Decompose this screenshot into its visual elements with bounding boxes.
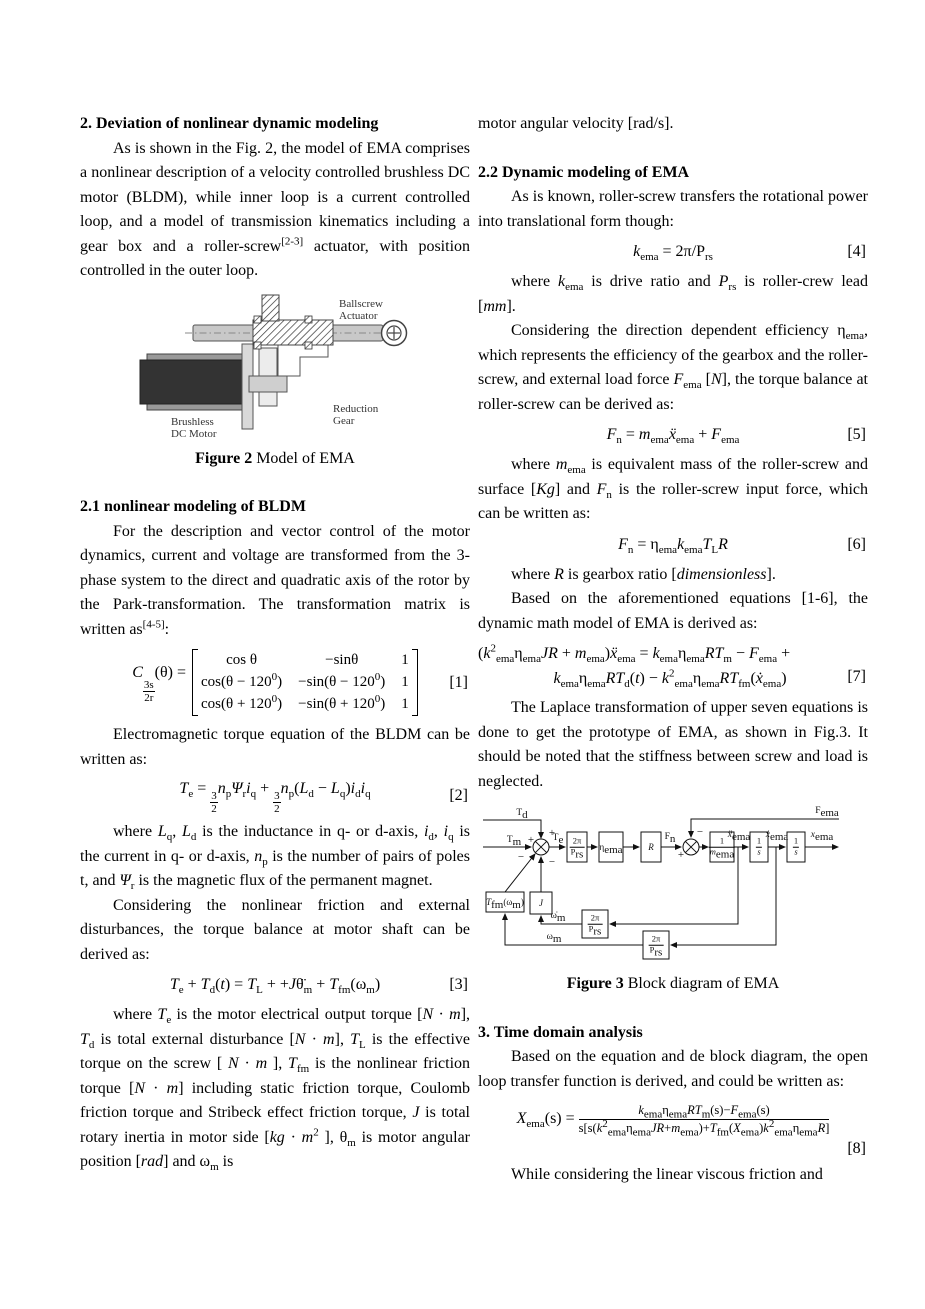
continuation-paragraph: motor angular velocity [rad/s]. xyxy=(478,115,674,132)
section-2-paragraph: As is shown in the Fig. 2, the model of EMA comprises a nonlinear description of a velocity controlled brushless DC motor (BLDM), while inner loop is a current controlled loop, and a model of transmission kinematics including a gear box and a roller-screw[2-3] actuator, with position controlled in the outer loop. xyxy=(80,139,471,279)
equation-5-number: [5] xyxy=(847,426,866,443)
equation-6-body: $F_n = \eta_{ema}k_{ema}T_LR$ xyxy=(618,535,728,556)
equation-7-number: [7] xyxy=(847,668,866,685)
figure-3-drawing xyxy=(478,804,863,967)
section-2-2-paragraph-7: The Laplace transformation of upper seven equations is done to get the prototype of EMA, as shown in Fig.3. It should be noted that the stiffness between screw and load is neglected. xyxy=(478,699,868,790)
signal-fema: $F_{ema}$ xyxy=(815,806,839,819)
equation-7 xyxy=(478,641,868,691)
label-friction-block: $T_{fm}(\omega_m)$ xyxy=(486,897,524,911)
equation-8 xyxy=(478,1102,868,1137)
signal-x-dot: ẋ$_{ema}$ xyxy=(765,830,789,843)
equation-2-number: [2] xyxy=(449,787,468,805)
section-2-2-paragraph-2: where $k_{ema}$ is drive ratio and $P_{rs}$ is roller-crew lead [mm]. xyxy=(478,273,869,315)
label-reduction-gear: Reduction Gear xyxy=(333,402,379,427)
section-3-paragraph-2: While considering the linear viscous friction and xyxy=(511,1166,823,1184)
mounting-block xyxy=(262,295,279,321)
equation-1-lhs: C $_{\frac{3s}{2r}}$ (θ) = xyxy=(132,664,187,704)
signal-omega: $\omega_m$ xyxy=(546,932,562,945)
sign-sum2-left: + xyxy=(677,849,685,861)
signal-x-ddot: ẍ$_{ema}$ xyxy=(727,830,751,843)
matrix-bracket-left xyxy=(192,649,198,716)
signal-tm: $T_m$ xyxy=(506,835,522,848)
section-2-2-heading: 2.2 Dynamic modeling of EMA xyxy=(478,163,690,181)
rod-end-eye xyxy=(382,320,407,345)
right-column xyxy=(478,112,868,1188)
sign-sum1-top: + xyxy=(548,827,556,839)
section-2-2-paragraph-4: where $m_{ema}$ is equivalent mass of the roller-screw and surface [Kg] and $F_n$ is the roller-screw input force, which can be written as: xyxy=(478,456,868,522)
equation-1-number: [1] xyxy=(449,673,468,691)
sign-sum1-bottom: − xyxy=(548,856,556,868)
section-3-paragraph-1: Based on the equation and de block diagram, the open loop transfer function is derived, and could be written as: xyxy=(478,1048,868,1090)
label-brushless-dc-motor: Brushless DC Motor xyxy=(171,415,217,440)
carriage-bracket xyxy=(278,344,328,376)
equation-7-line-2: $k_{ema}\eta_{ema}RT_d(t)$ − $k^2_{ema}\eta_{ema}RT_{fm}(ẋ_{ema})$ xyxy=(553,667,787,691)
equation-6-number: [6] xyxy=(847,535,866,553)
section-2-1-paragraph-4: Considering the nonlinear friction and external disturbances, the torque balance at motor shaft can be derived as: xyxy=(80,896,470,963)
label-gear-ratio-block: R xyxy=(648,842,654,852)
label-inertia-block: J xyxy=(539,898,543,908)
ema-block-diagram xyxy=(478,804,863,967)
figure-2-caption: Figure 2 Model of EMA xyxy=(195,449,355,467)
signal-te: $T_e$ xyxy=(552,833,564,846)
figure-2 xyxy=(80,292,470,472)
equation-2-body: $T_e$ = $\frac{3}{2}$ $n_p\Psi_ri_q$ + $\frac{3}{2}$ $n_p(L_d - L_q)i_di_q$ xyxy=(179,780,371,816)
label-integrator-2-block: $\frac{1}{s}$ xyxy=(793,835,799,857)
sign-sum2-top: − xyxy=(696,826,704,838)
label-integrator-1-block: $\frac{1}{s}$ xyxy=(756,835,762,857)
figure-3-caption: Figure 3 Block diagram of EMA xyxy=(566,975,780,992)
park-transformation-matrix: cos θ −sinθ 1 $\cos(\theta - 120^0)$ $-\sin(\theta - 120^0)$ 1 $\cos(\theta + 120^0)$ $-\sin(\theta + 120^0)$ 1 xyxy=(201,652,409,712)
signal-fn: $F_n$ xyxy=(664,832,676,845)
equation-3-body: $T_e + T_d(t) = T_L$ + $+J\thetä_m + T_{fm}(\omega_m)$ xyxy=(169,976,381,997)
sign-sum1-left: + xyxy=(527,834,535,846)
signal-omega-dot: $\omegȧ_m$ xyxy=(550,911,566,924)
equation-5-body: $F_n$ = $m_{ema}ẍ_{ema} + F_{ema}$ xyxy=(606,426,740,447)
section-3-heading: 3. Time domain analysis xyxy=(478,1023,643,1041)
section-2-1-heading: 2.1 nonlinear modeling of BLDM xyxy=(80,498,306,515)
section-2-2-paragraph-5: where R is gearbox ratio [dimensionless]. xyxy=(511,565,776,583)
label-inverse-mass-block: 1 $m_{ema}$ xyxy=(709,835,735,861)
screw-thread-section xyxy=(253,320,333,345)
equation-5 xyxy=(478,422,868,448)
label-ratio-feedback-2-block: 2π $P_{rs}$ xyxy=(649,933,663,959)
section-2-2-paragraph-1: As is known, roller-screw transfers the rotational power into translational form though: xyxy=(478,188,868,230)
section-2-1-paragraph-1: For the description and vector control of the motor dynamics, current and voltage are transformed from the 3-phase system to the direct and quadratic axis of the rotor by the Park-transformation. The transformation matrix is written as[4-5]: xyxy=(80,522,470,638)
section-2-2-paragraph-3: Considering the direction dependent efficiency $\eta_{ema}$, which represents the efficiency of the gearbox and the roller-screw, and external load force $F_{ema}$ [N], the torque balance at roller-screw can be derived as: xyxy=(478,322,868,413)
section-2-2-paragraph-6: Based on the aforementioned equations [1-6], the dynamic math model of EMA is derived as: xyxy=(478,590,868,632)
summing-junction-1 xyxy=(533,839,549,855)
equation-2 xyxy=(80,777,470,815)
equation-8-lhs: $X_{ema}(s)$ = xyxy=(516,1110,575,1131)
section-2-1-paragraph-5: where $T_e$ is the motor electrical output torque [N · m], $T_d$ is total external disturbance [N · m], $T_L$ is the effective torque on the screw [ N · m ], $T_{fm}$ is the nonlinear friction torque [N · m] including static friction torque, Coulomb friction torque and Stribeck effect friction torque, J is total rotary inertia in motor side [$kg \cdot m^2$ ], $\theta_m$ is motor angular position [rad] and $\omega_m$ is xyxy=(80,1006,471,1174)
label-drive-ratio-block: 2π $P_{rs}$ xyxy=(570,835,584,861)
figure-2-drawing xyxy=(135,292,415,442)
brushless-dc-motor-body xyxy=(140,354,242,410)
equation-3 xyxy=(80,972,470,998)
summing-junction-2 xyxy=(683,839,699,855)
equation-6 xyxy=(478,532,868,558)
equation-8-body xyxy=(517,1102,830,1137)
section-2-heading: 2. Deviation of nonlinear dynamic modeling xyxy=(80,115,379,132)
label-efficiency-block: $\eta_{ema}$ xyxy=(599,842,623,856)
matrix-bracket-right xyxy=(412,649,418,716)
signal-td: $T_d$ xyxy=(516,808,528,821)
section-2-1-paragraph-2: Electromagnetic torque equation of the BLDM can be written as: xyxy=(80,726,470,768)
label-ballscrew-actuator: Ballscrew Actuator xyxy=(339,297,383,322)
equation-1 xyxy=(80,649,470,716)
equation-4-number: [4] xyxy=(847,243,866,260)
equation-8-number: [8] xyxy=(847,1139,866,1157)
left-column xyxy=(80,112,470,1188)
signal-x-out: $x_{ema}$ xyxy=(810,830,834,843)
equation-8-fraction: $k_{ema}\eta_{ema}RT_m(s)-F_{ema}(s)$ $s[s(k^2_{ema}\eta_{ema}JR+m_{ema})+T_{fm}(X_{ema})k^2_{ema}\eta_{ema}R]$ xyxy=(578,1103,830,1139)
equation-4 xyxy=(478,239,868,265)
label-ratio-feedback-1-block: 2π $P_{rs}$ xyxy=(588,912,602,938)
equation-7-line-1: ($k^2_{ema}\eta_{ema}JR$ + $m_{ema})ẍ_{ema} = k_{ema}\eta_{ema}RT_m - F_{ema}$ + xyxy=(478,642,791,666)
equation-4-body: $k_{ema} = 2\pi/P_{rs}$ xyxy=(633,243,713,264)
equation-3-number: [3] xyxy=(449,976,468,994)
two-column-layout xyxy=(80,112,868,1188)
sign-sum1-diag: − xyxy=(517,851,525,863)
section-2-1-paragraph-3: where $L_q$, $L_d$ is the inductance in q- or d-axis, $i_d$, $i_q$ is the current in q- or d-axis, $n_p$ is the number of pairs of poles t, and $\Psi_r$ is the magnetic flux of the permanent magnet. xyxy=(80,823,471,893)
figure-3 xyxy=(478,804,868,997)
